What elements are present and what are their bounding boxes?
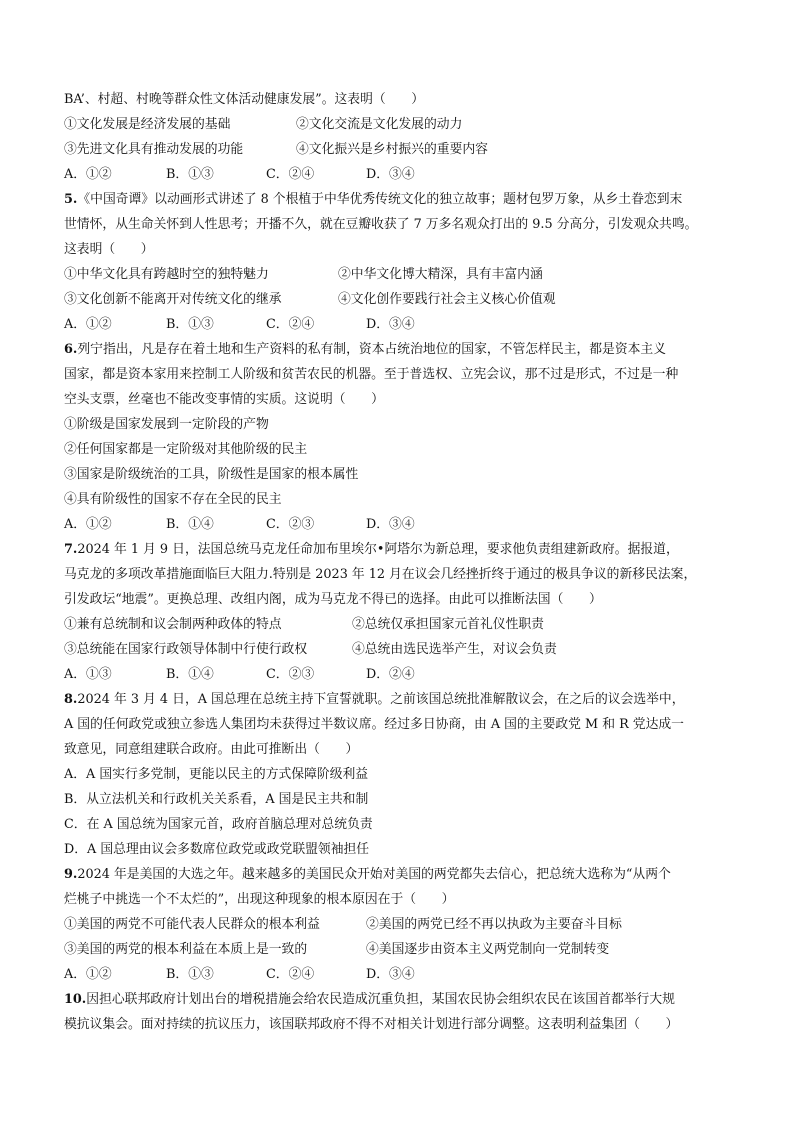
q5-number: 5.: [64, 192, 78, 207]
q4-item-3: ③先进文化具有推动发展的功能: [64, 142, 244, 157]
q8-stem-line-2: A 国的任何政党或独立参选人集团均未获得过半数议席。经过多日协商，由 A 国的主要政党 M 和 R 党达成一: [64, 717, 684, 732]
q6-number: 6.: [64, 342, 78, 357]
q6-option-b: B．①④: [166, 517, 214, 532]
q6-option-c: C．②③: [266, 517, 315, 532]
q5-item-4: ④文化创作要践行社会主义核心价值观: [338, 292, 556, 307]
q5-item-2: ②中华文化博大精深，具有丰富内涵: [338, 267, 543, 282]
q7-options: [64, 667, 744, 683]
q5-option-b: B．①③: [166, 317, 214, 332]
q9-option-b: B．①③: [166, 967, 214, 982]
q10-stem-text-1: 因担心联邦政府计划出台的增税措施会给农民造成沉重负担，某国农民协会组织农民在该国首都举行大规: [86, 992, 675, 1007]
q7-option-b: B．①④: [166, 667, 214, 682]
q8-stem-line-3: 致意见，同意组建联合政府。由此可推断出（ ）: [64, 742, 359, 757]
q9-option-d: D．③④: [366, 967, 415, 982]
q5-option-d: D．③④: [366, 317, 415, 332]
q9-item-3: ③美国的两党的根本利益在本质上是一致的: [64, 942, 308, 957]
q7-option-c: C．②③: [266, 667, 315, 682]
q7-number: 7.: [64, 542, 78, 557]
q4-item-4: ④文化振兴是乡村振兴的重要内容: [296, 142, 488, 157]
q8-number: 8.: [64, 692, 78, 707]
q10-stem-line-2: 模抗议集会。面对持续的抗议压力，该国联邦政府不得不对相关计划进行部分调整。这表明利益集团（ ）: [64, 1017, 679, 1032]
q4-item-1: ①文化发展是经济发展的基础: [64, 117, 231, 132]
q6-options: [64, 517, 744, 533]
q7-option-a: A．①③: [64, 667, 112, 682]
q7-item-3: ③总统能在国家行政领导体制中行使行政权: [64, 642, 308, 657]
q6-stem-line-1: [64, 342, 666, 358]
q4-option-a: A．①②: [64, 167, 112, 182]
q7-stem-line-2: 马克龙的多项改革措施面临巨大阻力.特别是 2023 年 12 月在议会几经挫折终于通过的极具争议的新移民法案，: [64, 567, 697, 582]
q9-stem-line-2: 烂桃子中挑选一个不太烂的”，出现这种现象的根本原因在于（ ）: [64, 892, 455, 907]
q5-stem-text-1: 《中国奇谭》以动画形式讲述了 8 个根植于中华优秀传统文化的独立故事；题材包罗万象，从乡土眷恋到末: [77, 192, 683, 207]
q6-item-3: ③国家是阶级统治的工具，阶级性是国家的根本属性: [64, 467, 359, 482]
q4-stem-end: BA’、村超、村晚等群众性文体活动健康发展”。这表明（ ）: [64, 92, 425, 107]
q5-item-3: ③文化创新不能离开对传统文化的继承: [64, 292, 282, 307]
q8-stem-text-1: 2024 年 3 月 4 日，A 国总理在总统主持下宣誓就职。之前该国总统批准解散议会，在之后的议会选举中，: [77, 692, 685, 707]
q9-item-2: ②美国的两党已经不再以执政为主要奋斗目标: [366, 917, 622, 932]
q9-options: [64, 967, 744, 983]
q4-option-d: D．③④: [366, 167, 415, 182]
q6-stem-line-3: 空头支票，丝毫也不能改变事情的实质。这说明（ ）: [64, 392, 384, 407]
q4-options: [64, 167, 744, 183]
q6-item-2: ②任何国家都是一定阶级对其他阶级的民主: [64, 442, 308, 457]
q7-item-4: ④总统由选民选举产生，对议会负责: [352, 642, 557, 657]
q6-item-4: ④具有阶级性的国家不存在全民的民主: [64, 492, 282, 507]
q8-option-c: C．在 A 国总统为国家元首，政府首脑总理对总统负责: [64, 817, 373, 832]
q9-items-row-2: [64, 942, 744, 958]
q7-stem-line-1: [64, 542, 679, 558]
q9-items-row-1: [64, 917, 744, 933]
q7-items-row-2: [64, 642, 744, 658]
q5-stem-line-3: 这表明（ ）: [64, 242, 154, 257]
q6-option-a: A．①②: [64, 517, 112, 532]
q5-stem-line-2: 世情怀，从生命关怀到人性思考；开播不久，就在豆瓣收获了 7 万多名观众打出的 9.5 分高分，引发观众共鸣。: [64, 217, 698, 232]
q6-stem-text-1: 列宁指出，凡是存在着土地和生产资料的私有制，资本占统治地位的国家，不管怎样民主，都是资本主义: [77, 342, 667, 357]
q5-options: [64, 317, 744, 333]
q7-item-1: ①兼有总统制和议会制两种政体的特点: [64, 617, 282, 632]
q7-option-d: D．②④: [366, 667, 415, 682]
q5-option-c: C．②④: [266, 317, 315, 332]
q4-items-row-1: [64, 117, 744, 133]
q4-option-c: C．②④: [266, 167, 315, 182]
q9-option-a: A．①②: [64, 967, 112, 982]
q10-stem-line-1: [64, 992, 675, 1008]
q9-item-1: ①美国的两党不可能代表人民群众的根本利益: [64, 917, 320, 932]
q4-option-b: B．①③: [166, 167, 214, 182]
q10-number: 10.: [64, 992, 87, 1007]
q9-item-4: ④美国逐步由资本主义两党制向一党制转变: [366, 942, 610, 957]
q8-option-d: D．A 国总理由议会多数席位政党或政党联盟领袖担任: [64, 842, 370, 857]
q7-items-row-1: [64, 617, 744, 633]
q5-items-row-1: [64, 267, 744, 283]
q4-items-row-2: [64, 142, 744, 158]
q7-stem-text-1: 2024 年 1 月 9 日，法国总统马克龙任命加布里埃尔•阿塔尔为新总理，要求他负责组建新政府。据报道，: [77, 542, 679, 557]
q8-option-a: A．A 国实行多党制，更能以民主的方式保障阶级利益: [64, 767, 369, 782]
q6-item-1: ①阶级是国家发展到一定阶段的产物: [64, 417, 269, 432]
q9-number: 9.: [64, 867, 78, 882]
q6-stem-line-2: 国家，都是资本家用来控制工人阶级和贫苦农民的机器。至于普选权、立宪会议，那不过是形式，不过是一种: [64, 367, 679, 382]
q8-stem-line-1: [64, 692, 685, 708]
q4-item-2: ②文化交流是文化发展的动力: [296, 117, 463, 132]
q9-stem-text-1: 2024 年是美国的大选之年。越来越多的美国民众开始对美国的两党都失去信心，把总统大选称为“从两个: [77, 867, 671, 882]
q5-option-a: A．①②: [64, 317, 112, 332]
q6-option-d: D．③④: [366, 517, 415, 532]
q5-items-row-2: [64, 292, 744, 308]
q9-option-c: C．②④: [266, 967, 315, 982]
q7-stem-line-3: 引发政坛“地震”。更换总理、改组内阁，成为马克龙不得已的选择。由此可以推断法国（ ）: [64, 592, 602, 607]
q9-stem-line-1: [64, 867, 671, 883]
q5-item-1: ①中华文化具有跨越时空的独特魅力: [64, 267, 269, 282]
q8-option-b: B．从立法机关和行政机关关系看，A 国是民主共和制: [64, 792, 369, 807]
q5-stem-line-1: [64, 192, 682, 208]
q7-item-2: ②总统仅承担国家元首礼仪性职责: [352, 617, 544, 632]
